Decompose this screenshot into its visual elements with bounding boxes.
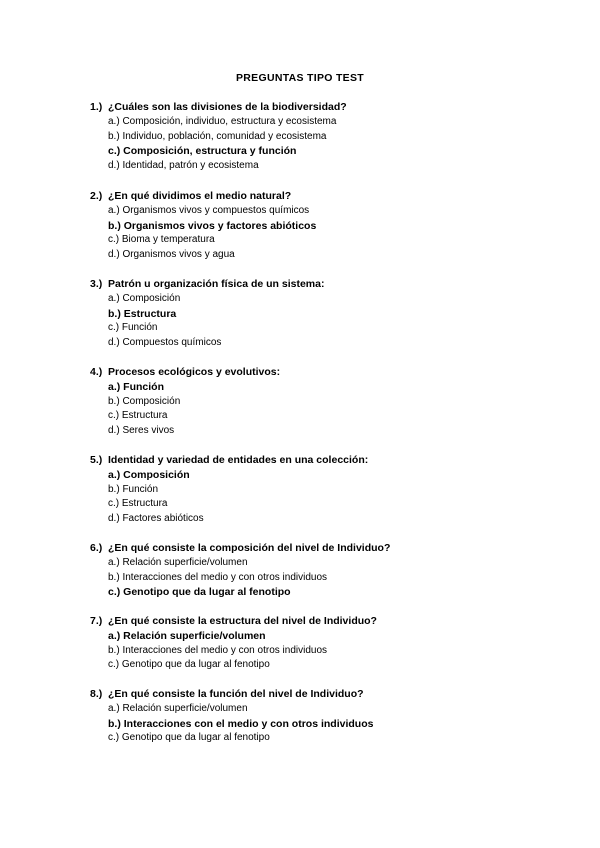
question-heading <box>90 687 570 702</box>
option-item: c.) Genotipo que da lugar al fenotipo <box>108 732 270 744</box>
option-item-correct: b.) Estructura <box>108 307 177 320</box>
question-block <box>90 365 570 438</box>
option-item-correct: a.) Composición <box>108 469 190 481</box>
option-item: c.) Bioma y temperatura <box>108 234 215 246</box>
question-number: 1.) <box>90 101 103 113</box>
question-block <box>90 189 570 262</box>
question-heading <box>90 541 570 556</box>
option-item: d.) Factores abióticos <box>108 512 204 524</box>
question-number: 2.) <box>90 190 103 202</box>
question-block <box>90 614 570 673</box>
option-item: c.) Estructura <box>108 498 168 510</box>
question-block <box>90 453 570 526</box>
question-text: ¿En qué consiste la composición del nivel de Individuo? <box>108 542 391 554</box>
option-item: a.) Organismos vivos y compuestos químicos <box>108 205 310 216</box>
option-item-correct: b.) Interacciones con el medio y con otros individuos <box>108 717 374 730</box>
option-item: a.) Composición <box>108 293 181 304</box>
option-item: a.) Relación superficie/volumen <box>108 557 248 568</box>
question-block <box>90 277 570 350</box>
option-item: c.) Función <box>108 322 158 334</box>
question-heading <box>90 100 570 115</box>
question-text: ¿En qué consiste la función del nivel de Individuo? <box>108 688 364 700</box>
question-text: ¿Cuáles son las divisiones de la biodiversidad? <box>108 101 347 113</box>
option-item-correct: c.) Genotipo que da lugar al fenotipo <box>108 586 291 599</box>
page-title: PREGUNTAS TIPO TEST <box>235 72 364 84</box>
question-number: 8.) <box>90 688 103 700</box>
option-item-correct: a.) Relación superficie/volumen <box>108 630 266 642</box>
question-text: ¿En qué consiste la estructura del nivel de Individuo? <box>108 615 377 627</box>
question-number: 6.) <box>90 542 103 554</box>
question-text: ¿En qué dividimos el medio natural? <box>108 190 292 202</box>
option-item: b.) Función <box>108 483 159 495</box>
option-item: b.) Individuo, población, comunidad y ecosistema <box>108 130 327 142</box>
question-block <box>90 541 570 600</box>
option-item: d.) Identidad, patrón y ecosistema <box>108 159 259 171</box>
option-list <box>90 556 570 600</box>
option-item-correct: b.) Organismos vivos y factores abióticos <box>108 219 317 232</box>
option-item: b.) Composición <box>108 395 181 407</box>
option-item: a.) Composición, individuo, estructura y ecosistema <box>108 116 337 127</box>
question-number: 4.) <box>90 366 103 378</box>
option-list <box>90 702 570 746</box>
option-item: d.) Seres vivos <box>108 424 175 436</box>
question-block <box>90 687 570 746</box>
option-item-correct: c.) Composición, estructura y función <box>108 145 297 158</box>
question-text: Patrón u organización física de un sistema: <box>108 278 325 290</box>
option-item: b.) Interacciones del medio y con otros individuos <box>108 571 328 583</box>
question-heading <box>90 189 570 204</box>
option-item: b.) Interacciones del medio y con otros individuos <box>108 644 328 656</box>
question-text: Procesos ecológicos y evolutivos: <box>108 366 281 378</box>
option-list <box>90 380 570 438</box>
option-list <box>90 629 570 673</box>
question-block <box>90 100 570 173</box>
question-number: 5.) <box>90 454 103 466</box>
option-item: a.) Relación superficie/volumen <box>108 703 248 714</box>
question-number: 3.) <box>90 278 103 290</box>
question-heading <box>90 365 570 380</box>
option-item: d.) Organismos vivos y agua <box>108 248 235 260</box>
option-list <box>90 468 570 526</box>
question-text: Identidad y variedad de entidades en una colección: <box>108 454 369 466</box>
question-heading <box>90 614 570 629</box>
question-heading <box>90 277 570 292</box>
question-heading <box>90 453 570 468</box>
option-list <box>90 204 570 262</box>
option-list <box>90 292 570 350</box>
option-item: c.) Estructura <box>108 410 168 422</box>
option-list <box>90 115 570 173</box>
option-item: c.) Genotipo que da lugar al fenotipo <box>108 659 270 671</box>
option-item-correct: a.) Función <box>108 381 164 393</box>
option-item: d.) Compuestos químicos <box>108 336 222 348</box>
question-number: 7.) <box>90 615 103 627</box>
